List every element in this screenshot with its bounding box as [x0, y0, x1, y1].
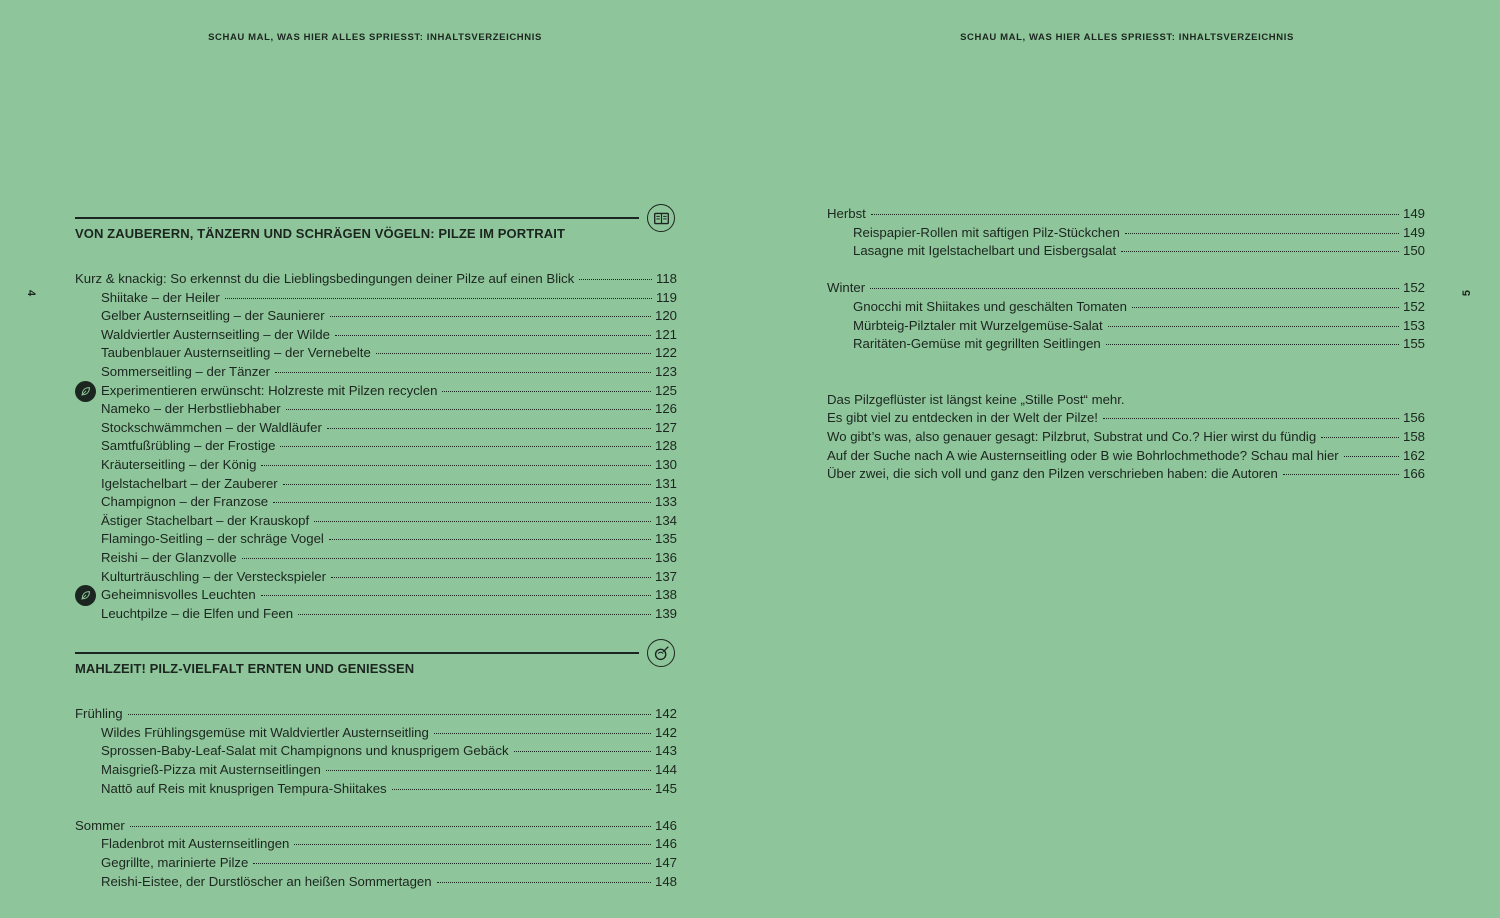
toc-entry-page: 121	[654, 326, 677, 342]
spacer	[827, 354, 1425, 391]
right-page-toc	[827, 205, 1425, 484]
toc-entry	[827, 428, 1425, 447]
toc-entry-page: 142	[654, 724, 677, 740]
dot-leader	[128, 713, 651, 715]
toc-entry-title: Winter	[827, 280, 866, 296]
toc-entry-title: Auf der Suche nach A wie Austernseitling oder B wie Bohrlochmethode? Schau mal hier	[827, 447, 1339, 463]
toc-entry-page: 131	[654, 475, 677, 491]
left-page-toc	[75, 202, 677, 891]
toc-entry-page: 144	[654, 762, 677, 778]
toc-entry-page: 122	[654, 345, 677, 361]
toc-entry-page: 126	[654, 401, 677, 417]
toc-entry	[827, 279, 1425, 298]
dot-leader	[1108, 325, 1399, 327]
dot-leader	[225, 297, 652, 299]
toc-entry-page: 162	[1402, 447, 1425, 463]
toc-entry-title: Frühling	[75, 706, 123, 722]
dot-leader	[376, 352, 651, 354]
section-title: MAHLZEIT! PILZ-VIELFALT ERNTEN UND GENIESSEN	[75, 661, 415, 677]
dot-leader	[280, 445, 651, 447]
toc-entry	[827, 242, 1425, 261]
toc-entry-page: 166	[1402, 466, 1425, 482]
dot-leader	[261, 594, 651, 596]
leaf-icon	[75, 585, 96, 606]
toc-entry-title: Champignon – der Franzose	[101, 494, 269, 510]
dot-leader	[314, 520, 651, 522]
toc-list-right	[827, 205, 1425, 484]
toc-entry-title: Lasagne mit Igelstachelbart und Eisbergsalat	[853, 243, 1117, 259]
toc-list-mahlzeit	[75, 705, 677, 891]
dot-leader	[329, 538, 651, 540]
dot-leader	[330, 315, 651, 317]
toc-entry-page: 127	[654, 419, 677, 435]
toc-entry	[75, 835, 677, 854]
toc-entry-page: 128	[654, 438, 677, 454]
dot-leader	[434, 732, 651, 734]
toc-entry	[827, 317, 1425, 336]
toc-entry	[75, 512, 677, 531]
toc-entry	[75, 724, 677, 743]
toc-entry-page: 125	[654, 382, 677, 398]
toc-entry-title: Fladenbrot mit Austernseitlingen	[101, 836, 290, 852]
toc-entry	[827, 465, 1425, 484]
toc-entry-title: Mürbteig-Pilztaler mit Wurzelgemüse-Salat	[853, 317, 1103, 333]
dot-leader	[242, 557, 651, 559]
toc-entry	[75, 270, 677, 289]
toc-entry	[75, 307, 677, 326]
toc-entry-title: Geheimnisvolles Leuchten	[101, 587, 256, 603]
toc-entry	[75, 742, 677, 761]
running-head-right: SCHAU MAL, WAS HIER ALLES SPRIESST: INHALTSVERZEICHNIS	[960, 32, 1294, 43]
toc-entry-title: Reishi-Eistee, der Durstlöscher an heißen Sommertagen	[101, 873, 432, 889]
toc-entry-title: Stockschwämmchen – der Waldläufer	[101, 419, 322, 435]
dot-leader	[870, 287, 1399, 289]
toc-entry-page: 130	[654, 456, 677, 472]
dot-leader	[1321, 436, 1399, 438]
toc-entry-page: 146	[654, 817, 677, 833]
toc-entry-page: 142	[654, 706, 677, 722]
toc-entry-title: Flamingo-Seitling – der schräge Vogel	[101, 531, 324, 547]
toc-entry-title: Reispapier-Rollen mit saftigen Pilz-Stückchen	[853, 224, 1120, 240]
dot-leader	[579, 278, 652, 280]
toc-entry-page: 118	[655, 271, 677, 286]
dot-leader	[283, 483, 651, 485]
toc-entry	[75, 493, 677, 512]
toc-entry	[827, 335, 1425, 354]
toc-entry	[75, 605, 677, 624]
toc-entry-title: Reishi – der Glanzvolle	[101, 549, 237, 565]
toc-entry-page: 136	[654, 549, 677, 565]
toc-entry-page: 133	[654, 494, 677, 510]
toc-entry	[75, 530, 677, 549]
page-number-right: 5	[1461, 289, 1474, 297]
book-icon	[647, 204, 675, 232]
toc-entry-page: 148	[654, 873, 677, 889]
toc-entry-page: 145	[654, 780, 677, 796]
toc-entry	[827, 205, 1425, 224]
leaf-icon	[75, 381, 96, 402]
running-head-left: SCHAU MAL, WAS HIER ALLES SPRIESST: INHALTSVERZEICHNIS	[208, 32, 542, 43]
toc-entry	[827, 447, 1425, 466]
toc-entry-title: Shiitake – der Heiler	[101, 289, 220, 305]
toc-entry-title: Gnocchi mit Shiitakes und geschälten Tomaten	[853, 298, 1127, 314]
toc-entry-page: 146	[654, 836, 677, 852]
toc-entry-page: 120	[654, 308, 677, 324]
toc-entry	[75, 568, 677, 587]
toc-entry-title: Über zwei, die sich voll und ganz den Pilzen verschrieben haben: die Autoren	[827, 466, 1278, 482]
dot-leader	[331, 576, 651, 578]
toc-entry-page: 143	[654, 743, 677, 759]
dot-leader	[514, 750, 651, 752]
toc-entry-title: Experimentieren erwünscht: Holzreste mit Pilzen recyclen	[101, 382, 438, 398]
section-title: VON ZAUBERERN, TÄNZERN UND SCHRÄGEN VÖGELN: PILZE IM PORTRAIT	[75, 226, 565, 241]
toc-entry-page: 123	[654, 363, 677, 379]
toc-entry-title: Kurz & knackig: So erkennst du die Lieblingsbedingungen deiner Pilze auf einen Blick	[75, 271, 575, 286]
toc-entry-title: Igelstachelbart – der Zauberer	[101, 475, 278, 491]
toc-entry-title: Ästiger Stachelbart – der Krauskopf	[101, 512, 310, 528]
toc-entry-title: Raritäten-Gemüse mit gegrillten Seitlingen	[853, 336, 1101, 352]
dot-leader	[286, 408, 651, 410]
dot-leader	[298, 613, 651, 615]
toc-entry-title: Sommerseitling – der Tänzer	[101, 363, 271, 379]
toc-entry-title: Sommer	[75, 817, 125, 833]
section-heading-mahlzeit	[75, 637, 677, 705]
dot-leader	[1283, 473, 1399, 475]
dot-leader	[273, 501, 651, 503]
dot-leader	[437, 881, 651, 883]
toc-entry-title: Es gibt viel zu entdecken in der Welt der Pilze!	[827, 410, 1098, 426]
toc-entry	[75, 437, 677, 456]
toc-entry	[75, 363, 677, 382]
toc-entry-title: Kulturträuschling – der Versteckspieler	[101, 568, 327, 584]
toc-entry-page: 150	[1402, 243, 1425, 259]
toc-entry	[75, 400, 677, 419]
section-heading-portrait	[75, 202, 677, 270]
dot-leader	[335, 334, 651, 336]
toc-entry-title: Herbst	[827, 206, 866, 221]
toc-entry-page: 147	[654, 855, 677, 871]
dot-leader	[1121, 250, 1399, 252]
toc-entry-page: 152	[1402, 298, 1425, 314]
toc-entry	[75, 326, 677, 345]
toc-entry-page: 137	[654, 568, 677, 584]
toc-entry	[75, 873, 677, 892]
dot-leader	[1125, 232, 1399, 234]
cooking-icon	[647, 639, 675, 667]
dot-leader	[261, 464, 651, 466]
dot-leader	[327, 427, 651, 429]
toc-entry-title: Gegrillte, marinierte Pilze	[101, 855, 249, 871]
toc-entry-page: 149	[1402, 206, 1425, 221]
toc-entry-page: 135	[654, 531, 677, 547]
dot-leader	[130, 825, 651, 827]
toc-entry	[75, 549, 677, 568]
toc-entry-title: Sprossen-Baby-Leaf-Salat mit Champignons und knusprigem Gebäck	[101, 743, 509, 759]
toc-entry-title: Samtfußrübling – der Frostige	[101, 438, 276, 454]
toc-entry-title: Waldviertler Austernseitling – der Wilde	[101, 326, 330, 342]
toc-list-portrait	[75, 270, 677, 623]
toc-entry	[75, 475, 677, 494]
toc-entry-page: 158	[1402, 428, 1425, 444]
toc-entry	[75, 817, 677, 836]
toc-entry	[75, 854, 677, 873]
toc-entry	[75, 382, 677, 401]
toc-entry	[75, 586, 677, 605]
dot-leader	[326, 769, 651, 771]
toc-entry-page: 139	[654, 605, 677, 621]
toc-entry-page: 155	[1402, 336, 1425, 352]
toc-entry-title: Nattō auf Reis mit knusprigen Tempura-Shiitakes	[101, 780, 387, 796]
toc-entry	[75, 780, 677, 799]
toc-entry	[75, 456, 677, 475]
dot-leader	[871, 213, 1399, 215]
dot-leader	[392, 788, 651, 790]
toc-entry	[827, 409, 1425, 428]
spacer	[75, 798, 677, 817]
toc-entry-page: 153	[1402, 317, 1425, 333]
dot-leader	[1106, 343, 1399, 345]
toc-entry-title: Kräuterseitling – der König	[101, 456, 257, 472]
toc-entry	[75, 419, 677, 438]
section-rule	[75, 217, 639, 219]
spacer	[827, 261, 1425, 280]
toc-entry-title: Gelber Austernseitling – der Saunierer	[101, 308, 325, 324]
toc-entry-page: 119	[655, 289, 677, 305]
toc-entry-title: Nameko – der Herbstliebhaber	[101, 401, 281, 417]
dot-leader	[294, 843, 651, 845]
page-number-left: 4	[25, 289, 38, 297]
toc-entry	[827, 298, 1425, 317]
toc-entry-page: 134	[654, 512, 677, 528]
toc-entry	[75, 761, 677, 780]
toc-entry-page: 149	[1402, 224, 1425, 240]
dot-leader	[253, 862, 651, 864]
dot-leader	[275, 371, 651, 373]
toc-entry-title: Maisgrieß-Pizza mit Austernseitlingen	[101, 762, 321, 778]
dot-leader	[1344, 455, 1399, 457]
dot-leader	[1132, 306, 1399, 308]
toc-entry-page: 156	[1402, 410, 1425, 426]
dot-leader	[1103, 417, 1399, 419]
toc-entry-page: 138	[654, 587, 677, 603]
toc-entry	[75, 344, 677, 363]
toc-entry-title: Leuchtpilze – die Elfen und Feen	[101, 605, 294, 621]
toc-entry	[75, 289, 677, 308]
toc-entry-title: Wo gibt’s was, also genauer gesagt: Pilzbrut, Substrat und Co.? Hier wirst du fündig	[827, 428, 1317, 444]
toc-entry	[827, 224, 1425, 243]
toc-entry-title: Taubenblauer Austernseitling – der Vernebelte	[101, 345, 371, 361]
closing-intro: Das Pilzgeflüster ist längst keine „Stille Post“ mehr.	[827, 391, 1125, 407]
toc-entry	[75, 705, 677, 724]
dot-leader	[442, 390, 651, 392]
toc-entry-title: Wildes Frühlingsgemüse mit Waldviertler Austernseitling	[101, 724, 429, 740]
section-rule	[75, 652, 639, 654]
toc-entry-page: 152	[1402, 280, 1425, 296]
